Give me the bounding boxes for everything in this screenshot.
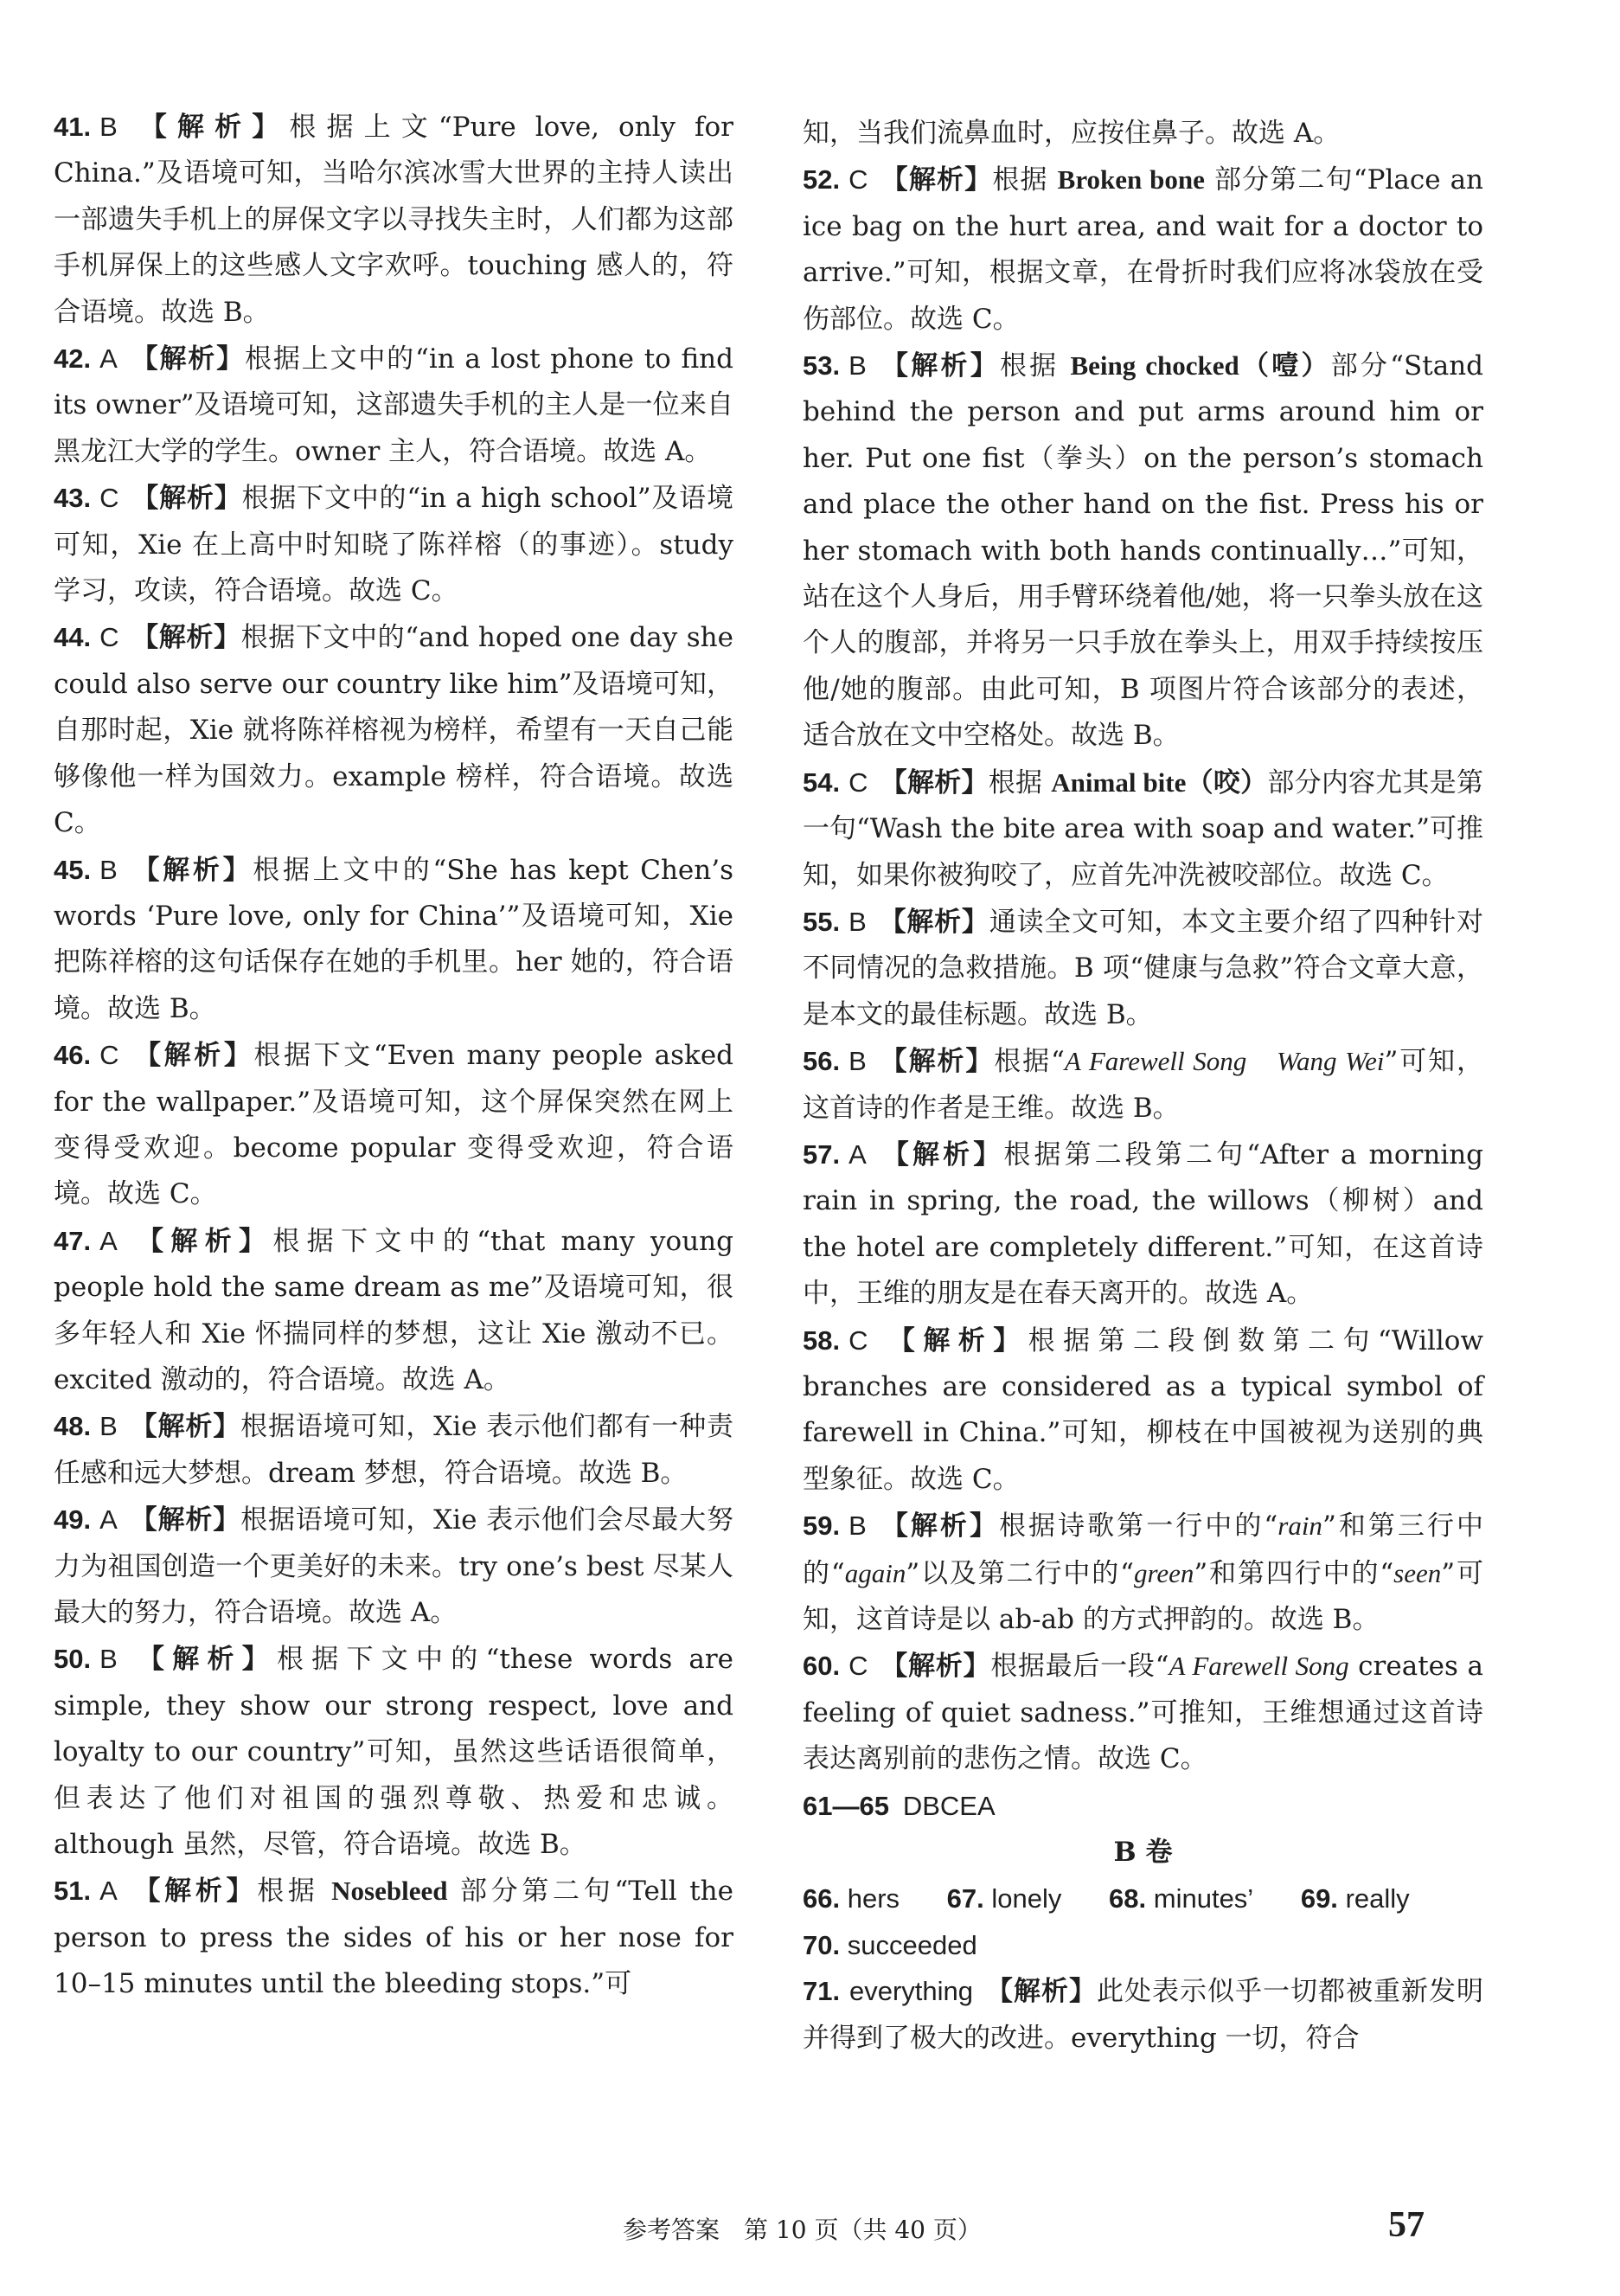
- section-keyword: Broken bone: [1057, 164, 1205, 196]
- item-text: 根据第二段倒数第二句“Willow branches are considered as a typical symbol of farewell in China.”可知，柳枝在中国被视为送别的典型象征。故选 C。: [803, 1324, 1484, 1495]
- analysis-tag: 【解析】: [129, 343, 245, 375]
- analysis-tag: 【解析】: [878, 1138, 1004, 1170]
- blank-answer-69: [1301, 1883, 1410, 1914]
- item-answer: lonely: [991, 1883, 1062, 1914]
- answer-item-45: [54, 847, 733, 1033]
- item-text: 根据“: [994, 1046, 1065, 1078]
- rhyme-word: again: [844, 1557, 906, 1588]
- item-answer: B: [99, 1644, 118, 1675]
- left-column: [54, 104, 733, 2008]
- rhyme-word: seen: [1393, 1557, 1442, 1588]
- analysis-tag: 【解析】: [129, 1225, 273, 1257]
- analysis-tag: 【解析】: [129, 1644, 278, 1676]
- item-text: 部分第二句“Place an ice bag on the hurt area, and wait for a doctor to arrive.”可知，根据文章，在骨折时我们应将冰袋放在受伤部位。故选 C。: [803, 164, 1484, 335]
- item-answer: B: [99, 854, 118, 885]
- item-number: 47.: [54, 1225, 92, 1256]
- poem-title: A Farewell Song Wang Wei: [1064, 1046, 1385, 1077]
- blank-answer-68: [1109, 1883, 1253, 1914]
- answer-item-55: [803, 899, 1483, 1038]
- item-answer: B: [99, 1411, 118, 1442]
- answer-item-48: [54, 1403, 733, 1497]
- item-text: 根据: [257, 1876, 332, 1908]
- answer-item-57: [803, 1132, 1483, 1318]
- item-text: 根据: [988, 766, 1052, 798]
- item-number: 68.: [1109, 1883, 1147, 1914]
- item-text: 根据下文中的“that many young people hold the same dream as me”及语境可知，很多年轻人和 Xie 怀揣同样的梦想，这让 Xie 激动不已。excited 激动的，符合语境。故选 A。: [54, 1225, 733, 1395]
- poem-title: A Farewell Song: [1169, 1651, 1349, 1682]
- item-text: 根据: [999, 350, 1071, 382]
- answer-item-43: [54, 475, 733, 614]
- item-text: 根据下文中的“and hoped one day she could also serve our country like him”及语境可知，自那时起，Xie 就将陈祥榕视为榜样，希望有一天自己能够像他一样为国效力。example 榜样，符合语境。故选 C。: [54, 622, 733, 839]
- analysis-tag: 【解析】: [880, 164, 993, 196]
- item-number: 52.: [803, 164, 841, 196]
- analysis-tag: 【解析】: [878, 906, 989, 938]
- blank-answers-row: [803, 1876, 1483, 1921]
- item-answer: hers: [847, 1883, 900, 1914]
- item-number: 61—65: [803, 1790, 889, 1821]
- item-text: creates a feeling of quiet sadness.”可推知，王维想通过这首诗表达离别前的悲伤之情。故选 C。: [803, 1651, 1483, 1775]
- analysis-tag: 【解析】: [878, 350, 1000, 382]
- item-answer: C: [99, 483, 119, 514]
- footer-page-info: 第 10 页（共 40 页）: [744, 2216, 982, 2244]
- analysis-tag: 【解析】: [131, 1040, 254, 1072]
- answer-item-58: [803, 1318, 1483, 1504]
- item-answer: A: [99, 1504, 118, 1536]
- item-text: 根据上文“Pure love, only for China.”及语境可知，当哈尔滨冰雪大世界的主持人读出一部遗失手机上的屏保文字以寻找失主时，人们都为这部手机屏保上的这些感人文字欢呼。touching 感人的，符合语境。故选 B。: [54, 112, 733, 328]
- item-text: ”和第三行中的“: [803, 1510, 1483, 1589]
- item-number: 42.: [54, 343, 92, 375]
- item-text: 部分第二句“Tell the person to press the sides of his or her nose for 10–15 minutes until the bleeding stops.”可: [54, 1876, 733, 2000]
- item-answer: really: [1345, 1883, 1410, 1914]
- answer-item-51: [54, 1868, 733, 2007]
- blank-answer-67: [947, 1883, 1062, 1914]
- item-answer: C: [848, 1324, 868, 1356]
- analysis-tag: 【解析】: [129, 1411, 241, 1443]
- item-answer: minutes’: [1153, 1883, 1254, 1914]
- item-answer: DBCEA: [902, 1790, 996, 1821]
- item-answer: succeeded: [847, 1929, 977, 1960]
- analysis-tag: 【解析】: [880, 766, 989, 798]
- item-text: ”可知，这首诗是以 ab-ab 的方式押韵的。故选 B。: [803, 1557, 1483, 1635]
- item-number: 58.: [803, 1324, 841, 1356]
- item-text: 根据最后一段“: [990, 1651, 1169, 1683]
- answer-item-53: [803, 343, 1483, 760]
- analysis-tag: 【解析】: [878, 1510, 1000, 1542]
- analysis-tag: 【解析】: [985, 1976, 1097, 2008]
- item-number: 46.: [54, 1040, 92, 1071]
- analysis-tag: 【解析】: [131, 622, 241, 654]
- page-number: 57: [1388, 2205, 1425, 2245]
- section-keyword: Nosebleed: [331, 1876, 448, 1907]
- item-text: 根据下文“Even many people asked for the wallpaper.”及语境可知，这个屏保突然在网上变得受欢迎。become popular 变得受欢迎，符合语境。故选 C。: [54, 1040, 734, 1210]
- answer-item-47: [54, 1218, 733, 1404]
- answers-61-65: [803, 1783, 1483, 1830]
- answer-item-49: [54, 1497, 733, 1636]
- analysis-tag: 【解析】: [880, 1651, 991, 1683]
- item-answer: C: [848, 164, 868, 196]
- item-text: 根据上文中的“in a lost phone to find its owner”及语境可知，这部遗失手机的主人是一位来自黑龙江大学的学生。owner 主人，符合语境。故选 A。: [54, 343, 733, 467]
- item-answer: C: [848, 1651, 868, 1682]
- item-text: 部分“Stand behind the person and put arms around him or her. Put one fist（拳头）on the person’s stomach and place the other hand on the fist. Press his or her stomach with both hands continually…”可知，站在这个人身后，用手臂环绕着他/她，将一只拳头放在这个人的腹部，并将另一只手放在拳头上，用双手持续按压他/她的腹部。由此可知，B 项图片符合该部分的表述，适合放在文中空格处。故选 B。: [803, 350, 1483, 752]
- item-answer: A: [99, 1876, 118, 1907]
- section-heading-b: B 卷: [1113, 1837, 1173, 1869]
- section-keyword: Being chocked（噎）: [1070, 350, 1331, 382]
- item-number: 45.: [54, 854, 92, 885]
- item-answer: C: [99, 622, 119, 653]
- answer-item-44: [54, 614, 733, 846]
- item-text: 通读全文可知，本文主要介绍了四种针对不同情况的急救措施。B 项“健康与急救”符合文章大意，是本文的最佳标题。故选 B。: [803, 906, 1484, 1030]
- analysis-tag: 【解析】: [129, 1504, 241, 1536]
- rhyme-word: green: [1133, 1557, 1194, 1588]
- item-number: 54.: [803, 766, 841, 798]
- footer-label: 参考答案: [623, 2216, 720, 2244]
- item-answer: C: [99, 1040, 119, 1071]
- item-answer: A: [848, 1138, 867, 1170]
- item-text: 根据诗歌第一行中的“: [999, 1510, 1278, 1542]
- footer-caption: [623, 2211, 982, 2246]
- item-text: 根据语境可知，Xie 表示他们会尽最大努力为祖国创造一个更美好的未来。try one’s best 尽某人最大的努力，符合语境。故选 A。: [54, 1504, 734, 1628]
- item-text: ”和第四行中的“: [1194, 1557, 1394, 1589]
- answer-item-41: [54, 104, 733, 336]
- item-number: 67.: [946, 1883, 984, 1914]
- item-text: 此处表示似乎一切都被重新发明并得到了极大的改进。everything 一切，符合: [803, 1976, 1483, 2054]
- section-keyword: Animal bite（咬）: [1051, 766, 1268, 798]
- analysis-tag: 【解析】: [129, 112, 290, 143]
- item-text: ”以及第二行中的“: [906, 1557, 1134, 1589]
- item-number: 60.: [803, 1651, 841, 1682]
- answer-item-52: [803, 157, 1483, 343]
- item-answer: B: [848, 1510, 867, 1542]
- answer-item-56: [803, 1038, 1483, 1132]
- page-footer: [0, 2204, 1620, 2256]
- item-answer: A: [99, 1225, 118, 1256]
- item-number: 56.: [803, 1046, 841, 1077]
- analysis-tag: 【解析】: [129, 1876, 258, 1908]
- answer-item-71: [803, 1968, 1483, 2062]
- item-number: 53.: [803, 350, 841, 382]
- item-answer: B: [848, 1046, 867, 1077]
- right-column: [803, 111, 1483, 2062]
- item-answer: B: [99, 112, 118, 142]
- item-text: 根据语境可知，Xie 表示他们都有一种责任感和远大梦想。dream 梦想，符合语境。故选 B。: [54, 1411, 734, 1489]
- analysis-tag: 【解析】: [878, 1046, 995, 1078]
- item-answer: C: [848, 766, 868, 798]
- analysis-tag: 【解析】: [129, 854, 253, 886]
- item-number: 49.: [54, 1504, 92, 1536]
- item-number: 57.: [803, 1138, 841, 1170]
- answer-item-42: [54, 336, 733, 475]
- item-answer: B: [848, 906, 867, 937]
- item-answer: A: [99, 343, 118, 375]
- item-number: 43.: [54, 483, 92, 514]
- item-number: 55.: [803, 906, 841, 937]
- answer-item-54: [803, 760, 1483, 899]
- item-number: 59.: [803, 1510, 841, 1542]
- item-text: ”可知，这首诗的作者是王维。故选 B。: [803, 1046, 1483, 1124]
- item-number: 48.: [54, 1411, 92, 1442]
- item-text: 部分内容尤其是第一句“Wash the bite area with soap and water.”可推知，如果你被狗咬了，应首先冲洗被咬部位。故选 C。: [803, 766, 1484, 891]
- item-text: 根据: [992, 164, 1058, 196]
- answer-item-46: [54, 1032, 733, 1218]
- item-number: 41.: [54, 112, 92, 142]
- answer-item-50: [54, 1636, 733, 1868]
- item-51-continuation: 知，当我们流鼻血时，应按住鼻子。故选 A。: [803, 118, 1341, 149]
- item-number: 70.: [803, 1929, 841, 1960]
- blank-answer-70: [803, 1922, 1483, 1968]
- item-number: 50.: [54, 1644, 92, 1675]
- item-number: 51.: [54, 1876, 92, 1907]
- item-number: 69.: [1300, 1883, 1338, 1914]
- analysis-tag: 【解析】: [131, 483, 242, 515]
- item-answer: B: [848, 350, 867, 382]
- analysis-tag: 【解析】: [880, 1324, 1028, 1356]
- blank-answer-66: [803, 1883, 900, 1914]
- item-number: 66.: [803, 1883, 841, 1914]
- rhyme-word: rain: [1277, 1510, 1322, 1542]
- item-number: 71.: [803, 1976, 841, 2007]
- item-text: 根据下文中的“in a high school”及语境可知，Xie 在上高中时知晓了陈祥榕（的事迹）。study 学习，攻读，符合语境。故选 C。: [54, 483, 733, 607]
- answer-item-59: [803, 1503, 1483, 1643]
- answer-item-60: [803, 1643, 1483, 1782]
- item-answer: everything: [848, 1976, 973, 2007]
- item-number: 44.: [54, 622, 92, 653]
- item-text: 根据第二段第二句“After a morning rain in spring, the road, the willows（柳树）and the hotel are completely different.”可知，在这首诗中，王维的朋友是在春天离开的。故选 A。: [803, 1138, 1484, 1310]
- item-text: 根据上文中的“She has kept Chen’s words ‘Pure love, only for China’”及语境可知，Xie 把陈祥榕的这句话保存在她的手机里。her 她的，符合语境。故选 B。: [54, 854, 733, 1024]
- item-text: 根据下文中的“these words are simple, they show our strong respect, love and loyalty to our country”可知，虽然这些话语很简单，但表达了他们对祖国的强烈尊敬、热爱和忠诚。although 虽然，尽管，符合语境。故选 B。: [54, 1644, 733, 1861]
